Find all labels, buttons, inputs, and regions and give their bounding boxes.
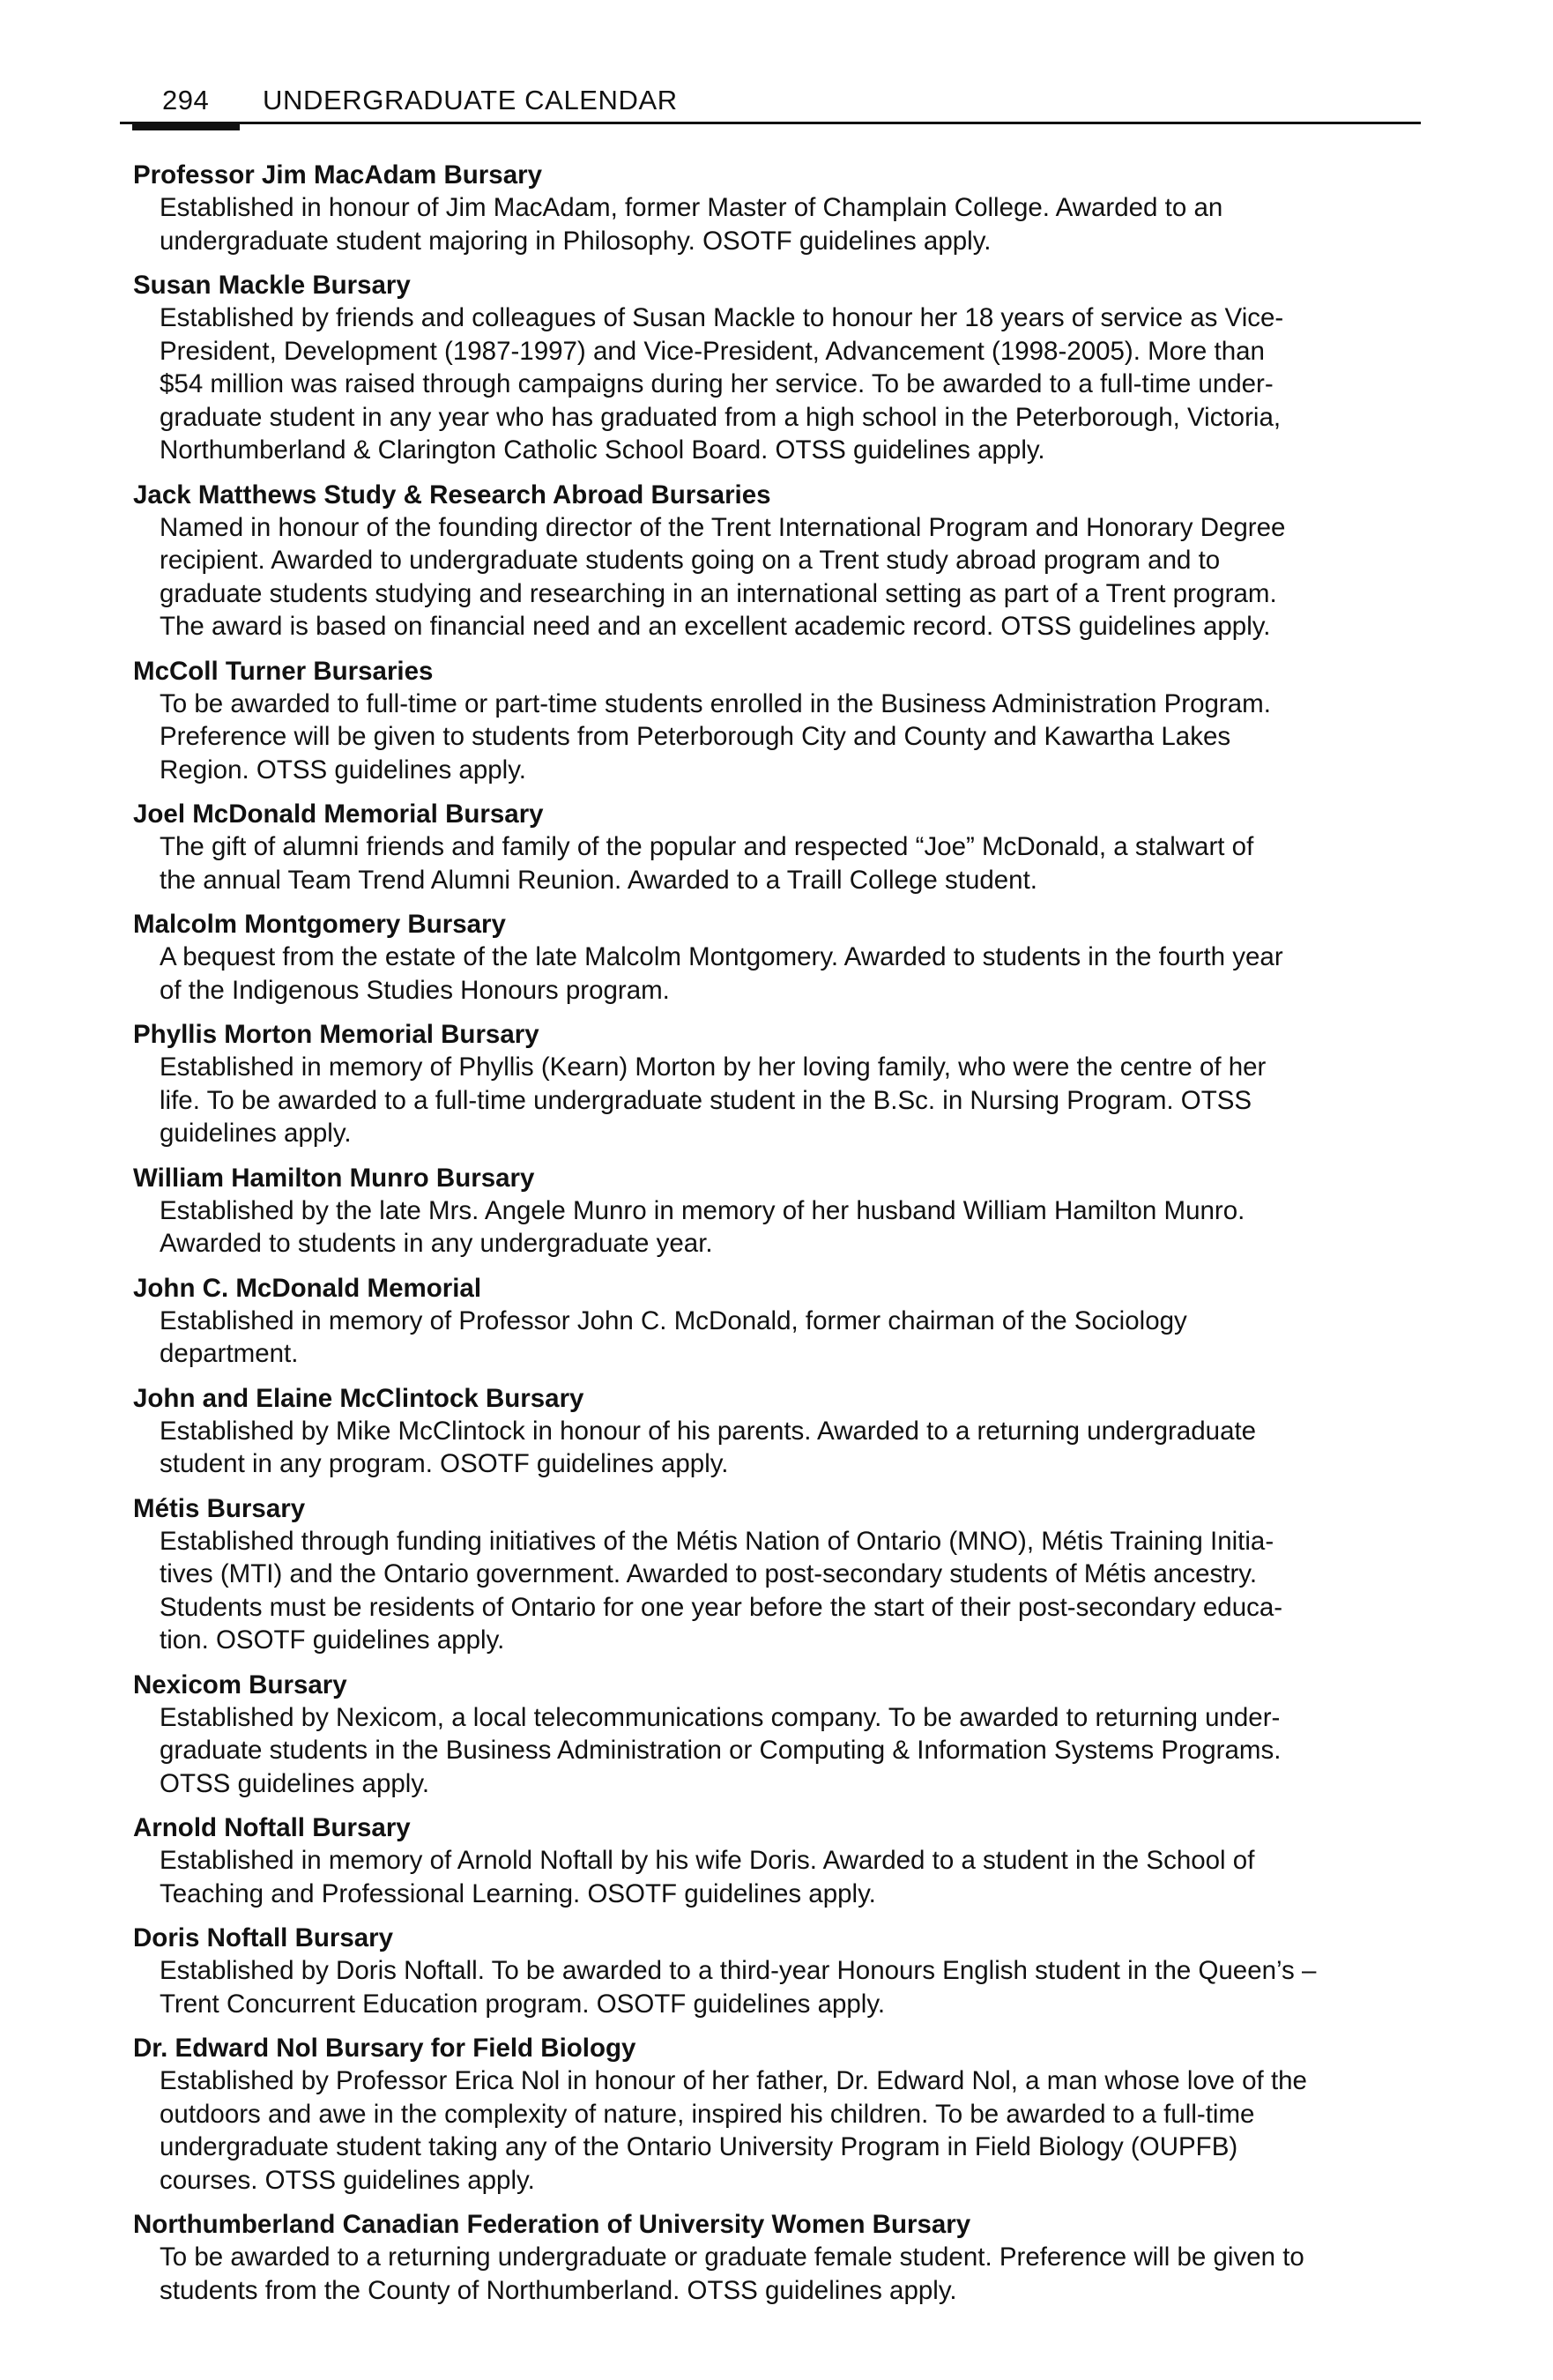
bursary-entry	[133, 1272, 1429, 1371]
description-line: Region. OTSS guidelines apply.	[160, 755, 526, 785]
bursary-entry	[133, 1811, 1429, 1910]
bursary-description	[160, 2241, 1429, 2307]
description-line: Established by Mike McClintock in honour of his parents. Awarded to a returning undergraduate	[160, 1416, 1257, 1446]
description-line: tives (MTI) and the Ontario government. Awarded to post-secondary students of Métis ancestry.	[160, 1559, 1258, 1588]
description-line: $54 million was raised through campaigns during her service. To be awarded to a full-time under-	[160, 369, 1274, 398]
header-tab-marker	[132, 122, 240, 130]
description-line: of the Indigenous Studies Honours program.	[160, 975, 670, 1005]
bursary-title: John C. McDonald Memorial	[133, 1273, 482, 1303]
description-line: To be awarded to full-time or part-time students enrolled in the Business Administration Program.	[160, 688, 1271, 718]
description-line: Established by Doris Noftall. To be awarded to a third-year Honours English student in the Queen’s –	[160, 1956, 1317, 1985]
description-line: Students must be residents of Ontario for one year before the start of their post-secondary educa-	[160, 1592, 1283, 1622]
description-line: Established in honour of Jim MacAdam, former Master of Champlain College. Awarded to an	[160, 193, 1223, 222]
bursary-title: Phyllis Morton Memorial Bursary	[133, 1020, 539, 1049]
bursary-title: Métis Bursary	[133, 1493, 306, 1523]
bursary-entry	[133, 1018, 1429, 1150]
description-line: tion. OSOTF guidelines apply.	[160, 1625, 505, 1655]
bursary-description	[160, 1954, 1429, 2020]
bursary-description	[160, 941, 1429, 1007]
header-rule	[120, 122, 1421, 124]
description-line: OTSS guidelines apply.	[160, 1768, 430, 1798]
description-line: To be awarded to a returning undergraduate or graduate female student. Preference will be given to	[160, 2242, 1304, 2272]
page-header	[120, 78, 1421, 130]
bursary-description	[160, 1844, 1429, 1910]
description-line: Established in memory of Arnold Noftall by his wife Doris. Awarded to a student in the School of	[160, 1846, 1255, 1875]
description-line: Established by the late Mrs. Angele Munro in memory of her husband William Hamilton Munro.	[160, 1195, 1245, 1225]
bursary-title: Dr. Edward Nol Bursary for Field Biology	[133, 2034, 636, 2063]
description-line: Northumberland & Clarington Catholic School Board. OTSS guidelines apply.	[160, 435, 1045, 465]
description-line: the annual Team Trend Alumni Reunion. Awarded to a Traill College student.	[160, 865, 1037, 895]
bursary-entry	[133, 1922, 1429, 2020]
bursary-entry	[133, 908, 1429, 1007]
description-line: Teaching and Professional Learning. OSOTF guidelines apply.	[160, 1878, 876, 1908]
description-line: A bequest from the estate of the late Malcolm Montgomery. Awarded to students in the fourth year	[160, 942, 1283, 971]
bursary-description	[160, 511, 1429, 643]
bursary-title: William Hamilton Munro Bursary	[133, 1163, 535, 1193]
description-line: Preference will be given to students from Peterborough City and County and Kawartha Lakes	[160, 722, 1231, 751]
description-line: graduate student in any year who has graduated from a high school in the Peterborough, Victoria,	[160, 402, 1282, 432]
bursary-entry	[133, 269, 1429, 467]
description-line: undergraduate student majoring in Philosophy. OSOTF guidelines apply.	[160, 226, 992, 256]
running-title: UNDERGRADUATE CALENDAR	[263, 85, 678, 115]
bursary-description	[160, 1051, 1429, 1150]
description-line: Established in memory of Professor John C. McDonald, former chairman of the Sociology	[160, 1305, 1187, 1335]
description-line: President, Development (1987-1997) and Vice-President, Advancement (1998-2005). More than	[160, 336, 1265, 366]
bursary-title: Northumberland Canadian Federation of University Women Bursary	[133, 2210, 971, 2239]
bursary-title: Doris Noftall Bursary	[133, 1923, 394, 1952]
bursary-description	[160, 2064, 1429, 2197]
description-line: The gift of alumni friends and family of the popular and respected “Joe” McDonald, a stalwart of	[160, 832, 1254, 861]
bursary-description	[160, 1415, 1429, 1481]
description-line: Named in honour of the founding director of the Trent International Program and Honorary Degree	[160, 512, 1286, 542]
description-line: undergraduate student taking any of the Ontario University Program in Field Biology (OUPFB)	[160, 2132, 1238, 2161]
bursary-title: Professor Jim MacAdam Bursary	[133, 160, 542, 190]
description-line: Established in memory of Phyllis (Kearn) Morton by her loving family, who were the centre of her	[160, 1052, 1267, 1082]
bursary-entry	[133, 2208, 1429, 2307]
bursary-title: McColl Turner Bursaries	[133, 656, 434, 686]
bursary-entry	[133, 2032, 1429, 2197]
page-number: 294	[162, 85, 210, 115]
bursary-description	[160, 1194, 1429, 1261]
bursary-entry	[133, 798, 1429, 896]
bursary-entry	[133, 655, 1429, 787]
description-line: Awarded to students in any undergraduate year.	[160, 1229, 713, 1258]
description-line: guidelines apply.	[160, 1119, 352, 1148]
description-line: graduate students in the Business Administration or Computing & Information Systems Programs.	[160, 1736, 1282, 1765]
description-line: outdoors and awe in the complexity of nature, inspired his children. To be awarded to a full-time	[160, 2099, 1255, 2129]
bursary-entry	[133, 159, 1429, 257]
description-line: Established by Nexicom, a local telecommunications company. To be awarded to returning under-	[160, 1702, 1281, 1732]
description-line: courses. OTSS guidelines apply.	[160, 2165, 535, 2195]
bursary-description	[160, 830, 1429, 896]
bursary-entry	[133, 479, 1429, 643]
bursary-description	[160, 1701, 1429, 1801]
bursary-title: Nexicom Bursary	[133, 1670, 347, 1699]
description-line: graduate students studying and researching in an international setting as part of a Trent program.	[160, 578, 1277, 608]
description-line: student in any program. OSOTF guidelines apply.	[160, 1449, 729, 1478]
bursary-entry	[133, 1162, 1429, 1261]
bursary-description	[160, 1525, 1429, 1657]
bursary-list	[133, 159, 1429, 2318]
bursary-title: Jack Matthews Study & Research Abroad Bursaries	[133, 480, 771, 509]
bursary-entry	[133, 1492, 1429, 1657]
description-line: Trent Concurrent Education program. OSOTF guidelines apply.	[160, 1989, 886, 2019]
bursary-title: Susan Mackle Bursary	[133, 271, 411, 300]
description-line: Established by friends and colleagues of Susan Mackle to honour her 18 years of service as Vice-	[160, 303, 1284, 332]
description-line: The award is based on financial need and an excellent academic record. OTSS guidelines apply.	[160, 612, 1271, 641]
bursary-title: Malcolm Montgomery Bursary	[133, 910, 506, 939]
bursary-description	[160, 1305, 1429, 1371]
description-line: Established by Professor Erica Nol in honour of her father, Dr. Edward Nol, a man whose love of the	[160, 2066, 1307, 2095]
bursary-entry	[133, 1669, 1429, 1801]
description-line: recipient. Awarded to undergraduate students going on a Trent study abroad program and to	[160, 546, 1221, 575]
bursary-description	[160, 191, 1429, 257]
bursary-title: Arnold Noftall Bursary	[133, 1813, 411, 1842]
description-line: department.	[160, 1339, 299, 1368]
bursary-title: Joel McDonald Memorial Bursary	[133, 800, 544, 829]
bursary-entry	[133, 1382, 1429, 1481]
description-line: Established through funding initiatives of the Métis Nation of Ontario (MNO), Métis Training Initia-	[160, 1526, 1274, 1556]
bursary-description	[160, 301, 1429, 467]
description-line: life. To be awarded to a full-time undergraduate student in the B.Sc. in Nursing Program. OTSS	[160, 1085, 1252, 1115]
description-line: students from the County of Northumberland. OTSS guidelines apply.	[160, 2275, 957, 2305]
bursary-title: John and Elaine McClintock Bursary	[133, 1383, 584, 1413]
bursary-description	[160, 688, 1429, 787]
